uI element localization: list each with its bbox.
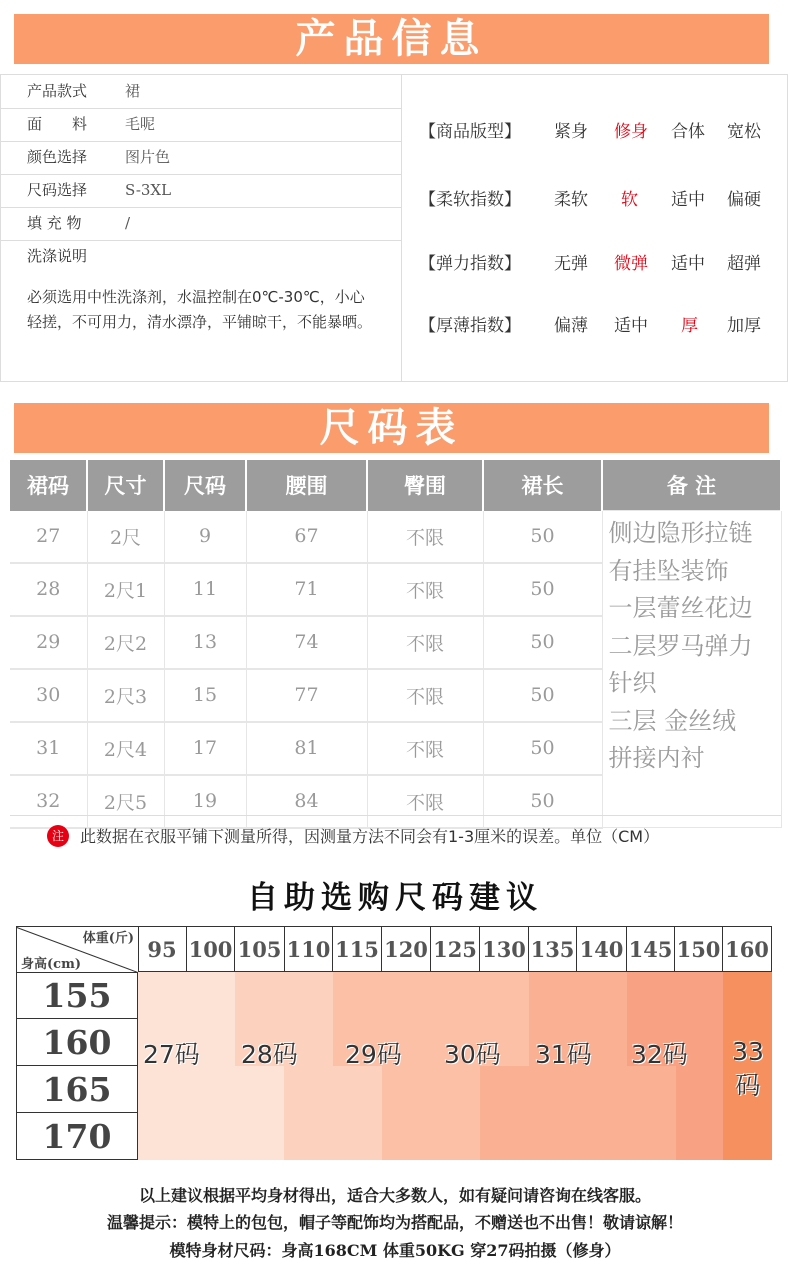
- note-line: 拼接内衬: [608, 744, 705, 772]
- table-cell: 不限: [367, 616, 483, 669]
- header-cell: 腰围: [246, 460, 367, 511]
- header-cell: 尺寸: [87, 460, 164, 511]
- weight-header-cell: 125: [431, 927, 480, 972]
- note-line: 针织: [608, 669, 657, 697]
- attr-option: 偏薄: [554, 316, 588, 336]
- attr-option-selected: 厚: [681, 316, 698, 336]
- size-table-banner: 尺码表: [14, 403, 769, 453]
- table-cell: 15: [164, 669, 246, 722]
- table-cell: 不限: [367, 722, 483, 775]
- product-info-banner: 产品信息: [14, 14, 769, 64]
- table-cell: 19: [164, 775, 246, 828]
- weight-header-cell: 115: [333, 927, 382, 972]
- size-zone-block: [235, 972, 333, 1019]
- info-key: 产品款式: [27, 82, 88, 100]
- table-cell: 81: [246, 722, 367, 775]
- table-cell: 2尺: [87, 511, 164, 563]
- attr-option: 加厚: [727, 316, 761, 336]
- table-cell: 32: [10, 775, 87, 828]
- table-cell: 11: [164, 563, 246, 616]
- info-value: /: [125, 214, 131, 232]
- size-zone-block: [627, 972, 723, 1019]
- table-cell: 2尺5: [87, 775, 164, 828]
- table-cell: 不限: [367, 669, 483, 722]
- weight-header-cell: 145: [627, 927, 675, 972]
- table-cell: 17: [164, 722, 246, 775]
- size-zone-block: [333, 972, 431, 1019]
- attr-option: 紧身: [554, 122, 588, 142]
- tip-text: 模特上的包包，帽子等配饰均为搭配品，不赠送也不出售！敬请谅解！: [187, 1213, 684, 1232]
- attr-option: 合体: [671, 122, 705, 142]
- product-info-left: [1, 75, 402, 381]
- weight-header-cell: 140: [577, 927, 627, 972]
- info-key: 填 充 物: [27, 214, 82, 232]
- notes-cell: [602, 511, 781, 828]
- size-label: 30码: [444, 1040, 501, 1069]
- info-row-fabric: [1, 108, 401, 142]
- info-row-size: [1, 174, 401, 208]
- info-key: 面 料: [27, 115, 88, 133]
- table-cell: 不限: [367, 775, 483, 828]
- weight-header-cell: 105: [235, 927, 285, 972]
- size-advice-grid: [16, 926, 772, 1160]
- size-label: 31码: [535, 1040, 592, 1069]
- info-row-wash: [1, 240, 401, 273]
- header-cell: 臀围: [367, 460, 483, 511]
- attr-option: 柔软: [554, 190, 588, 210]
- size-zone-block: [676, 1066, 723, 1160]
- table-cell: 30: [10, 669, 87, 722]
- table-cell: 2尺3: [87, 669, 164, 722]
- attr-label: 【厚薄指数】: [419, 316, 521, 336]
- attr-label: 【商品版型】: [419, 122, 521, 142]
- footer-line-3: 模特身材尺码：身高168CM 体重50KG 穿27码拍摄（修身）: [169, 1241, 621, 1260]
- attr-option: 超弹: [727, 254, 761, 274]
- size-zone-block: [480, 1066, 578, 1160]
- table-cell: 27: [10, 511, 87, 563]
- height-header-cell: 165: [17, 1066, 138, 1113]
- size-label: 28码: [241, 1040, 298, 1069]
- table-cell: 31: [10, 722, 87, 775]
- note-line: 一层蕾丝花边: [608, 594, 753, 622]
- size-label: 27码: [143, 1040, 200, 1069]
- divider: [10, 815, 781, 816]
- weight-header-cell: 160: [723, 927, 772, 972]
- info-row-color: [1, 141, 401, 175]
- size-table: [10, 460, 782, 829]
- measurement-notice: 此数据在衣服平铺下测量所得，因测量方法不同会有1-3厘米的误差。单位（CM）: [80, 827, 660, 846]
- table-cell: 不限: [367, 563, 483, 616]
- weight-header-cell: 95: [138, 927, 187, 972]
- size-zone-block: [529, 972, 627, 1019]
- footer-line-1: 以上建议根据平均身材得出，适合大多数人，如有疑问请咨询在线客服。: [138, 1186, 651, 1205]
- table-cell: 74: [246, 616, 367, 669]
- table-cell: 67: [246, 511, 367, 563]
- note-line: 三层 金丝绒: [608, 706, 737, 735]
- table-cell: 2尺1: [87, 563, 164, 616]
- grid-corner: [17, 927, 139, 973]
- info-key: 颜色选择: [27, 148, 88, 166]
- attr-option: 偏硬: [727, 190, 761, 210]
- advice-title: 自助选购尺码建议: [247, 880, 543, 916]
- info-value: 图片色: [125, 148, 171, 166]
- size-table-header: [10, 460, 781, 511]
- weight-header-cell: 135: [529, 927, 577, 972]
- size-zone-block: [431, 972, 529, 1019]
- info-row-style: [1, 75, 401, 109]
- size-label: 32码: [631, 1040, 688, 1069]
- info-key: 洗涤说明: [27, 247, 88, 265]
- attr-option: 宽松: [727, 122, 761, 142]
- table-row: [10, 511, 781, 563]
- header-cell: 备 注: [602, 460, 781, 511]
- table-cell: 77: [246, 669, 367, 722]
- attr-option-selected: 微弹: [614, 254, 648, 274]
- note-line: 二层罗马弹力: [608, 631, 753, 660]
- note-line: 有挂坠装饰: [608, 556, 729, 585]
- attr-option: 适中: [671, 190, 705, 210]
- table-cell: 2尺2: [87, 616, 164, 669]
- height-axis-label: 身高(cm): [21, 957, 81, 972]
- table-cell: 不限: [367, 511, 483, 563]
- info-value: S-3XL: [125, 181, 172, 199]
- height-header-cell: 155: [17, 972, 138, 1019]
- size-zone-block: [284, 1066, 382, 1160]
- info-value: 毛呢: [125, 115, 156, 133]
- tip-label: 温馨提示：: [106, 1213, 187, 1232]
- weight-header-cell: 130: [480, 927, 529, 972]
- size-label: 29码: [345, 1040, 402, 1069]
- header-cell: 尺码: [164, 460, 246, 511]
- size-zone-block: [138, 972, 235, 1019]
- footer-line-2: [0, 1210, 790, 1233]
- table-cell: 28: [10, 563, 87, 616]
- weight-header-cell: 100: [187, 927, 235, 972]
- table-cell: 50: [483, 511, 602, 563]
- attr-option: 适中: [671, 254, 705, 274]
- info-key: 尺码选择: [27, 181, 88, 199]
- wash-instructions: 必须选用中性洗涤剂，水温控制在0℃-30℃，小心轻搓，不可用力，清水漂净，平铺晾干，不能暴晒。: [27, 288, 373, 331]
- size-zone-block: [138, 1066, 284, 1160]
- notice-badge: 注: [47, 825, 69, 847]
- attr-option-selected: 软: [621, 190, 638, 210]
- table-cell: 84: [246, 775, 367, 828]
- table-cell: 2尺4: [87, 722, 164, 775]
- attr-label: 【柔软指数】: [419, 190, 521, 210]
- table-cell: 50: [483, 775, 602, 828]
- size-zone-block: [578, 1066, 676, 1160]
- table-cell: 50: [483, 669, 602, 722]
- table-cell: 50: [483, 722, 602, 775]
- size-label: 33码: [732, 1037, 764, 1100]
- table-cell: 50: [483, 616, 602, 669]
- size-zone-block: [382, 1066, 480, 1160]
- attr-option: 无弹: [554, 254, 588, 274]
- note-line: 侧边隐形拉链: [608, 519, 753, 547]
- header-cell: 裙码: [10, 460, 87, 511]
- table-cell: 50: [483, 563, 602, 616]
- weight-header-cell: 110: [285, 927, 333, 972]
- attr-option-selected: 修身: [614, 122, 648, 142]
- info-row-filling: [1, 207, 401, 241]
- table-cell: 13: [164, 616, 246, 669]
- height-header-cell: 160: [17, 1019, 138, 1066]
- product-info-panel: [0, 74, 788, 382]
- weight-axis-label: 体重(斤): [82, 931, 134, 946]
- weight-header-cell: 150: [675, 927, 723, 972]
- height-header-cell: 170: [17, 1113, 138, 1160]
- table-cell: 9: [164, 511, 246, 563]
- info-value: 裙: [125, 82, 141, 100]
- attr-label: 【弹力指数】: [419, 254, 521, 274]
- attr-option: 适中: [614, 316, 648, 336]
- table-cell: 29: [10, 616, 87, 669]
- header-cell: 裙长: [483, 460, 602, 511]
- weight-header-cell: 120: [382, 927, 431, 972]
- table-cell: 71: [246, 563, 367, 616]
